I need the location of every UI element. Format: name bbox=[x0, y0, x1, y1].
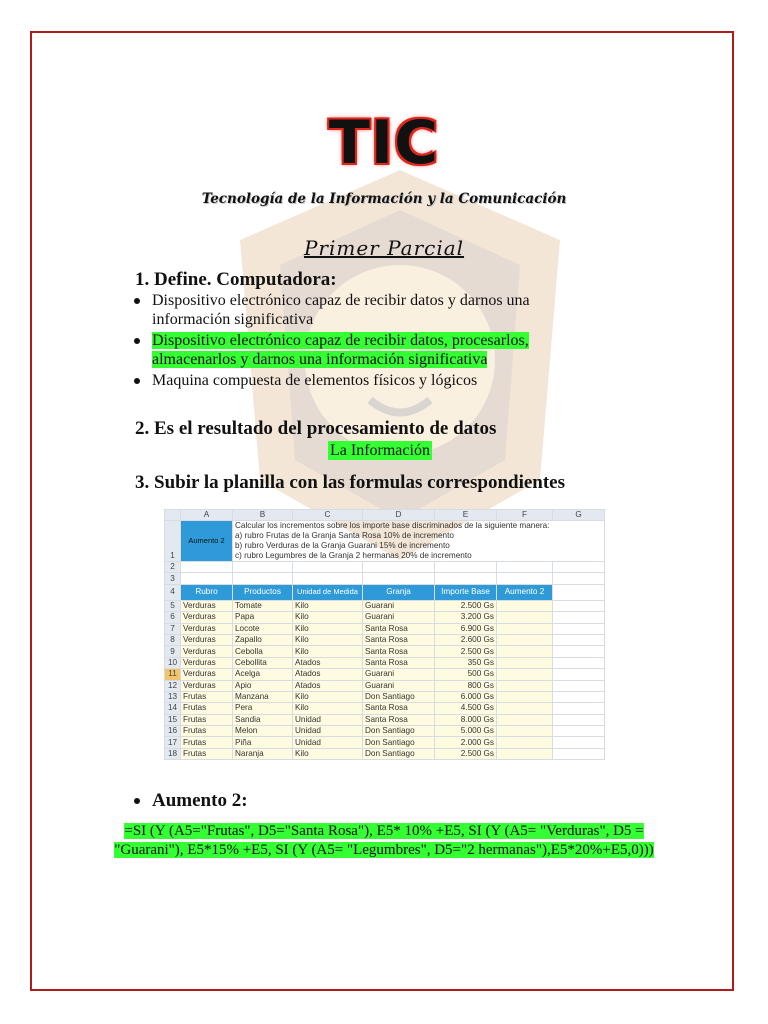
column-header-row bbox=[165, 510, 605, 521]
cell-aumento bbox=[497, 680, 553, 691]
cell-rubro: Frutas bbox=[181, 714, 233, 725]
cell-producto: Zapallo bbox=[233, 634, 293, 645]
table-row bbox=[165, 600, 605, 611]
cell-unidad: Unidad bbox=[293, 714, 363, 725]
cell-granja: Don Santiago bbox=[363, 748, 435, 759]
cell-granja: Guarani bbox=[363, 669, 435, 680]
cell-unidad: Unidad bbox=[293, 737, 363, 748]
cell-producto: Naranja bbox=[233, 748, 293, 759]
cell-producto: Pera bbox=[233, 703, 293, 714]
cell-granja: Guarani bbox=[363, 600, 435, 611]
cell bbox=[233, 573, 293, 584]
cell-granja: Santa Rosa bbox=[363, 623, 435, 634]
cell-importe: 8.000 Gs bbox=[435, 714, 497, 725]
cell-producto: Cebollita bbox=[233, 657, 293, 668]
table-row bbox=[165, 737, 605, 748]
cell-producto: Sandia bbox=[233, 714, 293, 725]
cell-unidad: Atados bbox=[293, 680, 363, 691]
answer-text-highlighted: Dispositivo electrónico capaz de recibir datos, procesarlos, almacenarlos y darnos una información significativa bbox=[152, 332, 529, 368]
cell-aumento bbox=[497, 612, 553, 623]
cell bbox=[553, 584, 605, 600]
cell-importe: 3.200 Gs bbox=[435, 612, 497, 623]
cell-granja: Santa Rosa bbox=[363, 634, 435, 645]
tic-logo: TIC bbox=[328, 108, 440, 178]
cell-unidad: Kilo bbox=[293, 634, 363, 645]
cell bbox=[553, 691, 605, 702]
cell-rubro: Verduras bbox=[181, 646, 233, 657]
spreadsheet-screenshot bbox=[164, 509, 605, 760]
column-header: F bbox=[497, 510, 553, 521]
answer-text: Maquina compuesta de elementos físicos y lógicos bbox=[152, 372, 478, 389]
row-number: 10 bbox=[165, 657, 181, 668]
row-number: 17 bbox=[165, 737, 181, 748]
cell-importe: 800 Gs bbox=[435, 680, 497, 691]
aumento-formula bbox=[100, 822, 668, 860]
question-1-heading: 1. Define. Computadora: bbox=[135, 269, 337, 290]
cell bbox=[553, 657, 605, 668]
cell-granja: Santa Rosa bbox=[363, 714, 435, 725]
cell bbox=[233, 562, 293, 573]
cell-aumento bbox=[497, 737, 553, 748]
instruction-row bbox=[165, 521, 605, 562]
cell-importe: 5.000 Gs bbox=[435, 726, 497, 737]
cell bbox=[181, 573, 233, 584]
cell-producto: Cebolla bbox=[233, 646, 293, 657]
cell bbox=[553, 714, 605, 725]
document-subtitle: Tecnología de la Información y la Comunicación bbox=[201, 191, 567, 207]
cell-rubro: Verduras bbox=[181, 600, 233, 611]
table-row bbox=[165, 669, 605, 680]
cell bbox=[553, 669, 605, 680]
cell-producto: Tomate bbox=[233, 600, 293, 611]
column-header: D bbox=[363, 510, 435, 521]
empty-row bbox=[165, 562, 605, 573]
cell-rubro: Frutas bbox=[181, 737, 233, 748]
select-all-corner bbox=[165, 510, 181, 521]
cell bbox=[553, 680, 605, 691]
table-row bbox=[165, 646, 605, 657]
column-header: B bbox=[233, 510, 293, 521]
cell-importe: 2.500 Gs bbox=[435, 646, 497, 657]
cell bbox=[293, 573, 363, 584]
cell-unidad: Kilo bbox=[293, 646, 363, 657]
cell-importe: 6.000 Gs bbox=[435, 691, 497, 702]
cell-importe: 2.000 Gs bbox=[435, 737, 497, 748]
column-header: G bbox=[553, 510, 605, 521]
table-row bbox=[165, 623, 605, 634]
column-header: C bbox=[293, 510, 363, 521]
row-number: 8 bbox=[165, 634, 181, 645]
cell bbox=[553, 634, 605, 645]
cell-granja: Guarani bbox=[363, 612, 435, 623]
instruction-line: Calcular los incrementos sobre los importe base discriminados de la siguiente manera: bbox=[235, 521, 550, 530]
exam-title: Primer Parcial bbox=[303, 236, 465, 260]
answer-bullet bbox=[130, 371, 600, 390]
question-3-heading: 3. Subir la planilla con las formulas correspondientes bbox=[135, 472, 566, 493]
table-row bbox=[165, 634, 605, 645]
cell-aumento bbox=[497, 600, 553, 611]
cell bbox=[181, 562, 233, 573]
cell-granja: Don Santiago bbox=[363, 737, 435, 748]
cell-importe: 2.500 Gs bbox=[435, 600, 497, 611]
row-number: 1 bbox=[165, 521, 181, 562]
cell-granja: Santa Rosa bbox=[363, 646, 435, 657]
cell bbox=[553, 748, 605, 759]
cell-producto: Papa bbox=[233, 612, 293, 623]
cell-aumento bbox=[497, 669, 553, 680]
question-2-answer: La Información bbox=[330, 442, 430, 459]
row-number: 6 bbox=[165, 612, 181, 623]
header-granja: Granja bbox=[363, 584, 435, 600]
header-rubro: Rubro bbox=[181, 584, 233, 600]
cell-unidad: Kilo bbox=[293, 612, 363, 623]
cell-aumento bbox=[497, 748, 553, 759]
row-number: 9 bbox=[165, 646, 181, 657]
row-number: 5 bbox=[165, 600, 181, 611]
instruction-line: a) rubro Frutas de la Granja Santa Rosa 10% de incremento bbox=[235, 531, 454, 540]
cell-importe: 350 Gs bbox=[435, 657, 497, 668]
cell bbox=[553, 623, 605, 634]
cell-aumento bbox=[497, 726, 553, 737]
cell bbox=[553, 703, 605, 714]
row-number: 2 bbox=[165, 562, 181, 573]
cell bbox=[497, 562, 553, 573]
cell-aumento bbox=[497, 623, 553, 634]
cell-rubro: Frutas bbox=[181, 726, 233, 737]
cell-aumento bbox=[497, 691, 553, 702]
table-header-row bbox=[165, 584, 605, 600]
table-row bbox=[165, 657, 605, 668]
cell-unidad: Kilo bbox=[293, 623, 363, 634]
cell-producto: Piña bbox=[233, 737, 293, 748]
cell-granja: Santa Rosa bbox=[363, 657, 435, 668]
row-number: 11 bbox=[165, 669, 181, 680]
cell-rubro: Frutas bbox=[181, 703, 233, 714]
table-row bbox=[165, 714, 605, 725]
header-unidad: Unidad de Medida bbox=[293, 584, 363, 600]
cell bbox=[553, 600, 605, 611]
answer-text: Dispositivo electrónico capaz de recibir datos y darnos una información significativa bbox=[152, 292, 530, 328]
cell-aumento bbox=[497, 703, 553, 714]
cell-rubro: Verduras bbox=[181, 669, 233, 680]
column-header: A bbox=[181, 510, 233, 521]
instruction-line: c) rubro Legumbres de la Granja 2 hermanas 20% de incremento bbox=[235, 551, 472, 560]
cell-importe: 2.600 Gs bbox=[435, 634, 497, 645]
cell bbox=[435, 562, 497, 573]
cell-rubro: Verduras bbox=[181, 680, 233, 691]
cell bbox=[435, 573, 497, 584]
table-row bbox=[165, 691, 605, 702]
cell bbox=[497, 573, 553, 584]
cell-granja: Santa Rosa bbox=[363, 703, 435, 714]
cell-aumento bbox=[497, 657, 553, 668]
instructions-cell bbox=[233, 521, 605, 562]
answer-bullet bbox=[130, 291, 600, 329]
cell-producto: Apio bbox=[233, 680, 293, 691]
table-row bbox=[165, 726, 605, 737]
cell-importe: 2.500 Gs bbox=[435, 748, 497, 759]
cell-producto: Manzana bbox=[233, 691, 293, 702]
header-aumento: Aumento 2 bbox=[497, 584, 553, 600]
cell-unidad: Kilo bbox=[293, 600, 363, 611]
table-row bbox=[165, 612, 605, 623]
cell-producto: Locote bbox=[233, 623, 293, 634]
cell-unidad: Kilo bbox=[293, 691, 363, 702]
cell-aumento bbox=[497, 714, 553, 725]
cell bbox=[553, 737, 605, 748]
cell bbox=[553, 646, 605, 657]
cell-aumento bbox=[497, 646, 553, 657]
row-number: 13 bbox=[165, 691, 181, 702]
cell-rubro: Verduras bbox=[181, 634, 233, 645]
row-number: 4 bbox=[165, 584, 181, 600]
formula-text: =SI (Y (A5="Frutas", D5="Santa Rosa"), E5* 10% +E5, SI (Y (A5= "Verduras", D5 = "Guarani"), E5*15% +E5, SI (Y (A5= "Legumbres", D5="2 hermanas"),E5*20%+E5,0))) bbox=[114, 823, 654, 858]
cell-unidad: Unidad bbox=[293, 726, 363, 737]
row-number: 7 bbox=[165, 623, 181, 634]
cell bbox=[553, 726, 605, 737]
cell-importe: 4.500 Gs bbox=[435, 703, 497, 714]
cell-unidad: Kilo bbox=[293, 703, 363, 714]
column-header: E bbox=[435, 510, 497, 521]
row-number: 12 bbox=[165, 680, 181, 691]
cell-rubro: Verduras bbox=[181, 623, 233, 634]
instruction-line: b) rubro Verduras de la Granja Guarani 15% de incremento bbox=[235, 541, 450, 550]
aumento-heading: Aumento 2: bbox=[130, 790, 248, 812]
cell-granja: Don Santiago bbox=[363, 726, 435, 737]
cell-granja: Don Santiago bbox=[363, 691, 435, 702]
cell bbox=[553, 573, 605, 584]
answer-bullet-highlighted bbox=[130, 331, 600, 369]
cell bbox=[293, 562, 363, 573]
row-number: 14 bbox=[165, 703, 181, 714]
empty-row bbox=[165, 573, 605, 584]
header-productos: Productos bbox=[233, 584, 293, 600]
cell-importe: 6.900 Gs bbox=[435, 623, 497, 634]
table-row bbox=[165, 748, 605, 759]
cell bbox=[363, 562, 435, 573]
question-1-answers bbox=[130, 291, 600, 392]
cell-producto: Acelga bbox=[233, 669, 293, 680]
cell-unidad: Kilo bbox=[293, 748, 363, 759]
aumento-label-cell: Aumento 2 bbox=[181, 521, 233, 562]
cell-rubro: Frutas bbox=[181, 748, 233, 759]
row-number: 15 bbox=[165, 714, 181, 725]
cell-rubro: Verduras bbox=[181, 612, 233, 623]
cell-importe: 500 Gs bbox=[435, 669, 497, 680]
question-2-heading: 2. Es el resultado del procesamiento de datos bbox=[135, 418, 497, 439]
cell-unidad: Atados bbox=[293, 657, 363, 668]
cell-rubro: Frutas bbox=[181, 691, 233, 702]
cell bbox=[363, 573, 435, 584]
cell-granja: Guarani bbox=[363, 680, 435, 691]
cell-rubro: Verduras bbox=[181, 657, 233, 668]
row-number: 18 bbox=[165, 748, 181, 759]
cell-unidad: Atados bbox=[293, 669, 363, 680]
cell bbox=[553, 562, 605, 573]
cell bbox=[553, 612, 605, 623]
row-number: 16 bbox=[165, 726, 181, 737]
table-row bbox=[165, 703, 605, 714]
header-importe: Importe Base bbox=[435, 584, 497, 600]
row-number: 3 bbox=[165, 573, 181, 584]
cell-aumento bbox=[497, 634, 553, 645]
cell-producto: Melon bbox=[233, 726, 293, 737]
table-row bbox=[165, 680, 605, 691]
table-body bbox=[165, 600, 605, 759]
